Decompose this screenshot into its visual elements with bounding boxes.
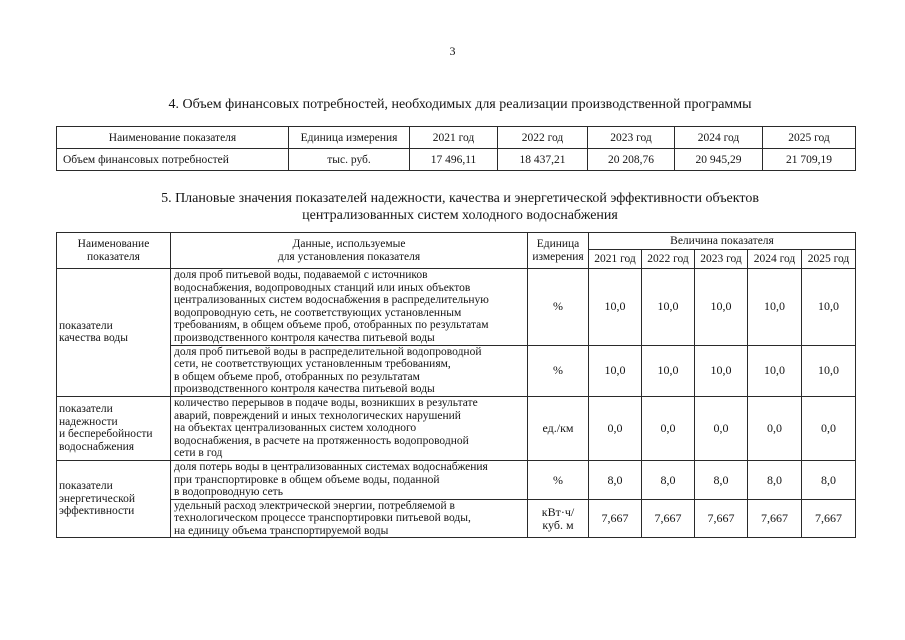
table-row bbox=[57, 345, 856, 396]
description-line: в водопроводную сеть bbox=[174, 486, 283, 499]
value-cell: 20 945,29 bbox=[675, 149, 763, 171]
value-cell: 10,0 bbox=[748, 345, 802, 396]
header-data-cell bbox=[171, 233, 528, 269]
description-line: водопроводную сеть, не соответствующих установленным bbox=[174, 306, 462, 319]
header-name-line: показателя bbox=[87, 250, 140, 263]
description-line: требованиям, в общем объеме проб, отобранных по результатам bbox=[174, 319, 489, 332]
category-line: показатели bbox=[59, 403, 113, 416]
table-row bbox=[57, 499, 856, 538]
table-header-row bbox=[57, 233, 856, 250]
year-header: 2025 год bbox=[802, 250, 856, 269]
value-cell: 7,667 bbox=[589, 499, 642, 538]
header-cell: 2021 год bbox=[410, 127, 498, 149]
value-cell: 21 709,19 bbox=[763, 149, 856, 171]
description-line: на объектах централизованных систем холодного bbox=[174, 422, 417, 435]
description-line: количество перерывов в подаче воды, возникших в результате bbox=[174, 396, 478, 409]
description-line: производственного контроля качества питьевой воды bbox=[174, 331, 435, 344]
category-line: водоснабжения bbox=[59, 441, 135, 454]
header-data-line: для установления показателя bbox=[277, 250, 421, 263]
description-line: доля проб питьевой воды в распределительной водопроводной bbox=[174, 345, 482, 358]
year-header: 2024 год bbox=[748, 250, 802, 269]
description-line: технологическом процессе транспортировки питьевой воды, bbox=[174, 512, 471, 525]
category-line: показатели bbox=[59, 319, 113, 332]
description-cell bbox=[171, 345, 528, 396]
value-cell: 0,0 bbox=[695, 396, 748, 460]
value-cell: 0,0 bbox=[642, 396, 695, 460]
value-cell: 8,0 bbox=[802, 460, 856, 499]
header-cell: 2022 год bbox=[498, 127, 588, 149]
value-cell: 10,0 bbox=[589, 345, 642, 396]
value-cell: 7,667 bbox=[695, 499, 748, 538]
header-cell: 2024 год bbox=[675, 127, 763, 149]
year-header: 2022 год bbox=[642, 250, 695, 269]
value-cell: 17 496,11 bbox=[410, 149, 498, 171]
category-line: энергетической bbox=[59, 492, 135, 505]
description-line: водоснабжения, водопроводных станций или иных объектов bbox=[174, 281, 471, 294]
value-cell: 0,0 bbox=[748, 396, 802, 460]
value-cell: 0,0 bbox=[589, 396, 642, 460]
description-line: на единицу объема транспортируемой воды bbox=[174, 524, 389, 537]
description-line: централизованных систем водоснабжения в распределительную bbox=[174, 294, 489, 307]
value-cell: 8,0 bbox=[748, 460, 802, 499]
header-unit-line: измерения bbox=[532, 250, 584, 263]
year-header: 2023 год bbox=[695, 250, 748, 269]
header-unit-line: Единица bbox=[536, 237, 580, 250]
value-cell: 8,0 bbox=[642, 460, 695, 499]
header-name-line: Наименование bbox=[77, 237, 150, 250]
description-line: доля потерь воды в централизованных системах водоснабжения bbox=[174, 460, 488, 473]
description-cell bbox=[171, 460, 528, 499]
description-cell bbox=[171, 499, 528, 538]
row-label: Объем финансовых потребностей bbox=[57, 149, 289, 171]
description-cell bbox=[171, 269, 528, 346]
header-cell: Единица измерения bbox=[289, 127, 410, 149]
description-line: в общем объеме проб, отобранных по результатам bbox=[174, 370, 420, 383]
category-line: показатели bbox=[59, 480, 113, 493]
description-line: сети, не соответствующих установленным требованиям, bbox=[174, 358, 451, 371]
section-5-title-line-2: централизованных систем холодного водоснабжения bbox=[302, 208, 618, 223]
unit-cell bbox=[528, 269, 589, 346]
description-line: при транспортировке в общем объеме воды, поданной bbox=[174, 473, 440, 486]
unit-line: % bbox=[553, 363, 563, 378]
description-line: удельный расход электрической энергии, потребляемой в bbox=[174, 499, 455, 512]
category-line: и бесперебойности bbox=[59, 428, 153, 441]
category-line: надежности bbox=[59, 415, 118, 428]
header-name-cell bbox=[57, 233, 171, 269]
unit-cell bbox=[528, 499, 589, 538]
financial-needs-table bbox=[56, 126, 856, 171]
unit-line: % bbox=[553, 299, 563, 314]
unit-line: кВт·ч/ bbox=[541, 504, 575, 519]
value-cell: 18 437,21 bbox=[498, 149, 588, 171]
header-value-cell: Величина показателя bbox=[589, 233, 856, 250]
section-5-title-line-1: 5. Плановые значения показателей надежности, качества и энергетической эффективности объектов bbox=[161, 191, 759, 206]
table-row bbox=[57, 149, 856, 171]
category-cell bbox=[57, 396, 171, 460]
value-cell: 10,0 bbox=[695, 345, 748, 396]
description-cell bbox=[171, 396, 528, 460]
value-cell: 10,0 bbox=[695, 269, 748, 346]
table-header-row bbox=[57, 127, 856, 149]
category-line: эффективности bbox=[59, 505, 135, 518]
value-cell: 0,0 bbox=[802, 396, 856, 460]
header-cell: 2023 год bbox=[588, 127, 675, 149]
unit-cell bbox=[528, 345, 589, 396]
unit-line: куб. м bbox=[542, 517, 574, 532]
year-header: 2021 год bbox=[589, 250, 642, 269]
page-number: 3 bbox=[449, 44, 456, 58]
unit-cell bbox=[528, 460, 589, 499]
value-cell: 8,0 bbox=[589, 460, 642, 499]
unit-line: % bbox=[553, 472, 563, 487]
indicators-table-body bbox=[57, 233, 856, 538]
table-row bbox=[57, 396, 856, 460]
description-line: аварий, повреждений и иных технологических нарушений bbox=[174, 409, 461, 422]
value-cell: 10,0 bbox=[802, 269, 856, 346]
value-cell: 10,0 bbox=[642, 269, 695, 346]
category-cell bbox=[57, 460, 171, 538]
unit-cell: тыс. руб. bbox=[289, 149, 410, 171]
description-line: производственного контроля качества питьевой воды bbox=[174, 383, 435, 396]
table-row bbox=[57, 460, 856, 499]
category-line: качества воды bbox=[59, 332, 128, 345]
value-cell: 10,0 bbox=[642, 345, 695, 396]
value-cell: 7,667 bbox=[802, 499, 856, 538]
value-cell: 10,0 bbox=[802, 345, 856, 396]
value-cell: 10,0 bbox=[589, 269, 642, 346]
header-data-line: Данные, используемые bbox=[292, 237, 406, 250]
table-row bbox=[57, 269, 856, 346]
value-cell: 7,667 bbox=[642, 499, 695, 538]
section-5-title bbox=[80, 190, 840, 224]
description-line: водоснабжения, в расчете на протяженность водопроводной bbox=[174, 434, 469, 447]
description-line: сети в год bbox=[174, 447, 223, 460]
description-line: доля проб питьевой воды, подаваемой с источников bbox=[174, 269, 428, 281]
value-cell: 8,0 bbox=[695, 460, 748, 499]
header-cell: Наименование показателя bbox=[57, 127, 289, 149]
unit-cell bbox=[528, 396, 589, 460]
value-cell: 10,0 bbox=[748, 269, 802, 346]
unit-line: ед./км bbox=[542, 421, 574, 436]
section-4-title: 4. Объем финансовых потребностей, необходимых для реализации производственной программы bbox=[168, 97, 752, 112]
value-cell: 7,667 bbox=[748, 499, 802, 538]
header-unit-cell bbox=[528, 233, 589, 269]
value-cell: 20 208,76 bbox=[588, 149, 675, 171]
indicators-table bbox=[56, 232, 856, 538]
category-cell bbox=[57, 269, 171, 397]
header-cell: 2025 год bbox=[763, 127, 856, 149]
